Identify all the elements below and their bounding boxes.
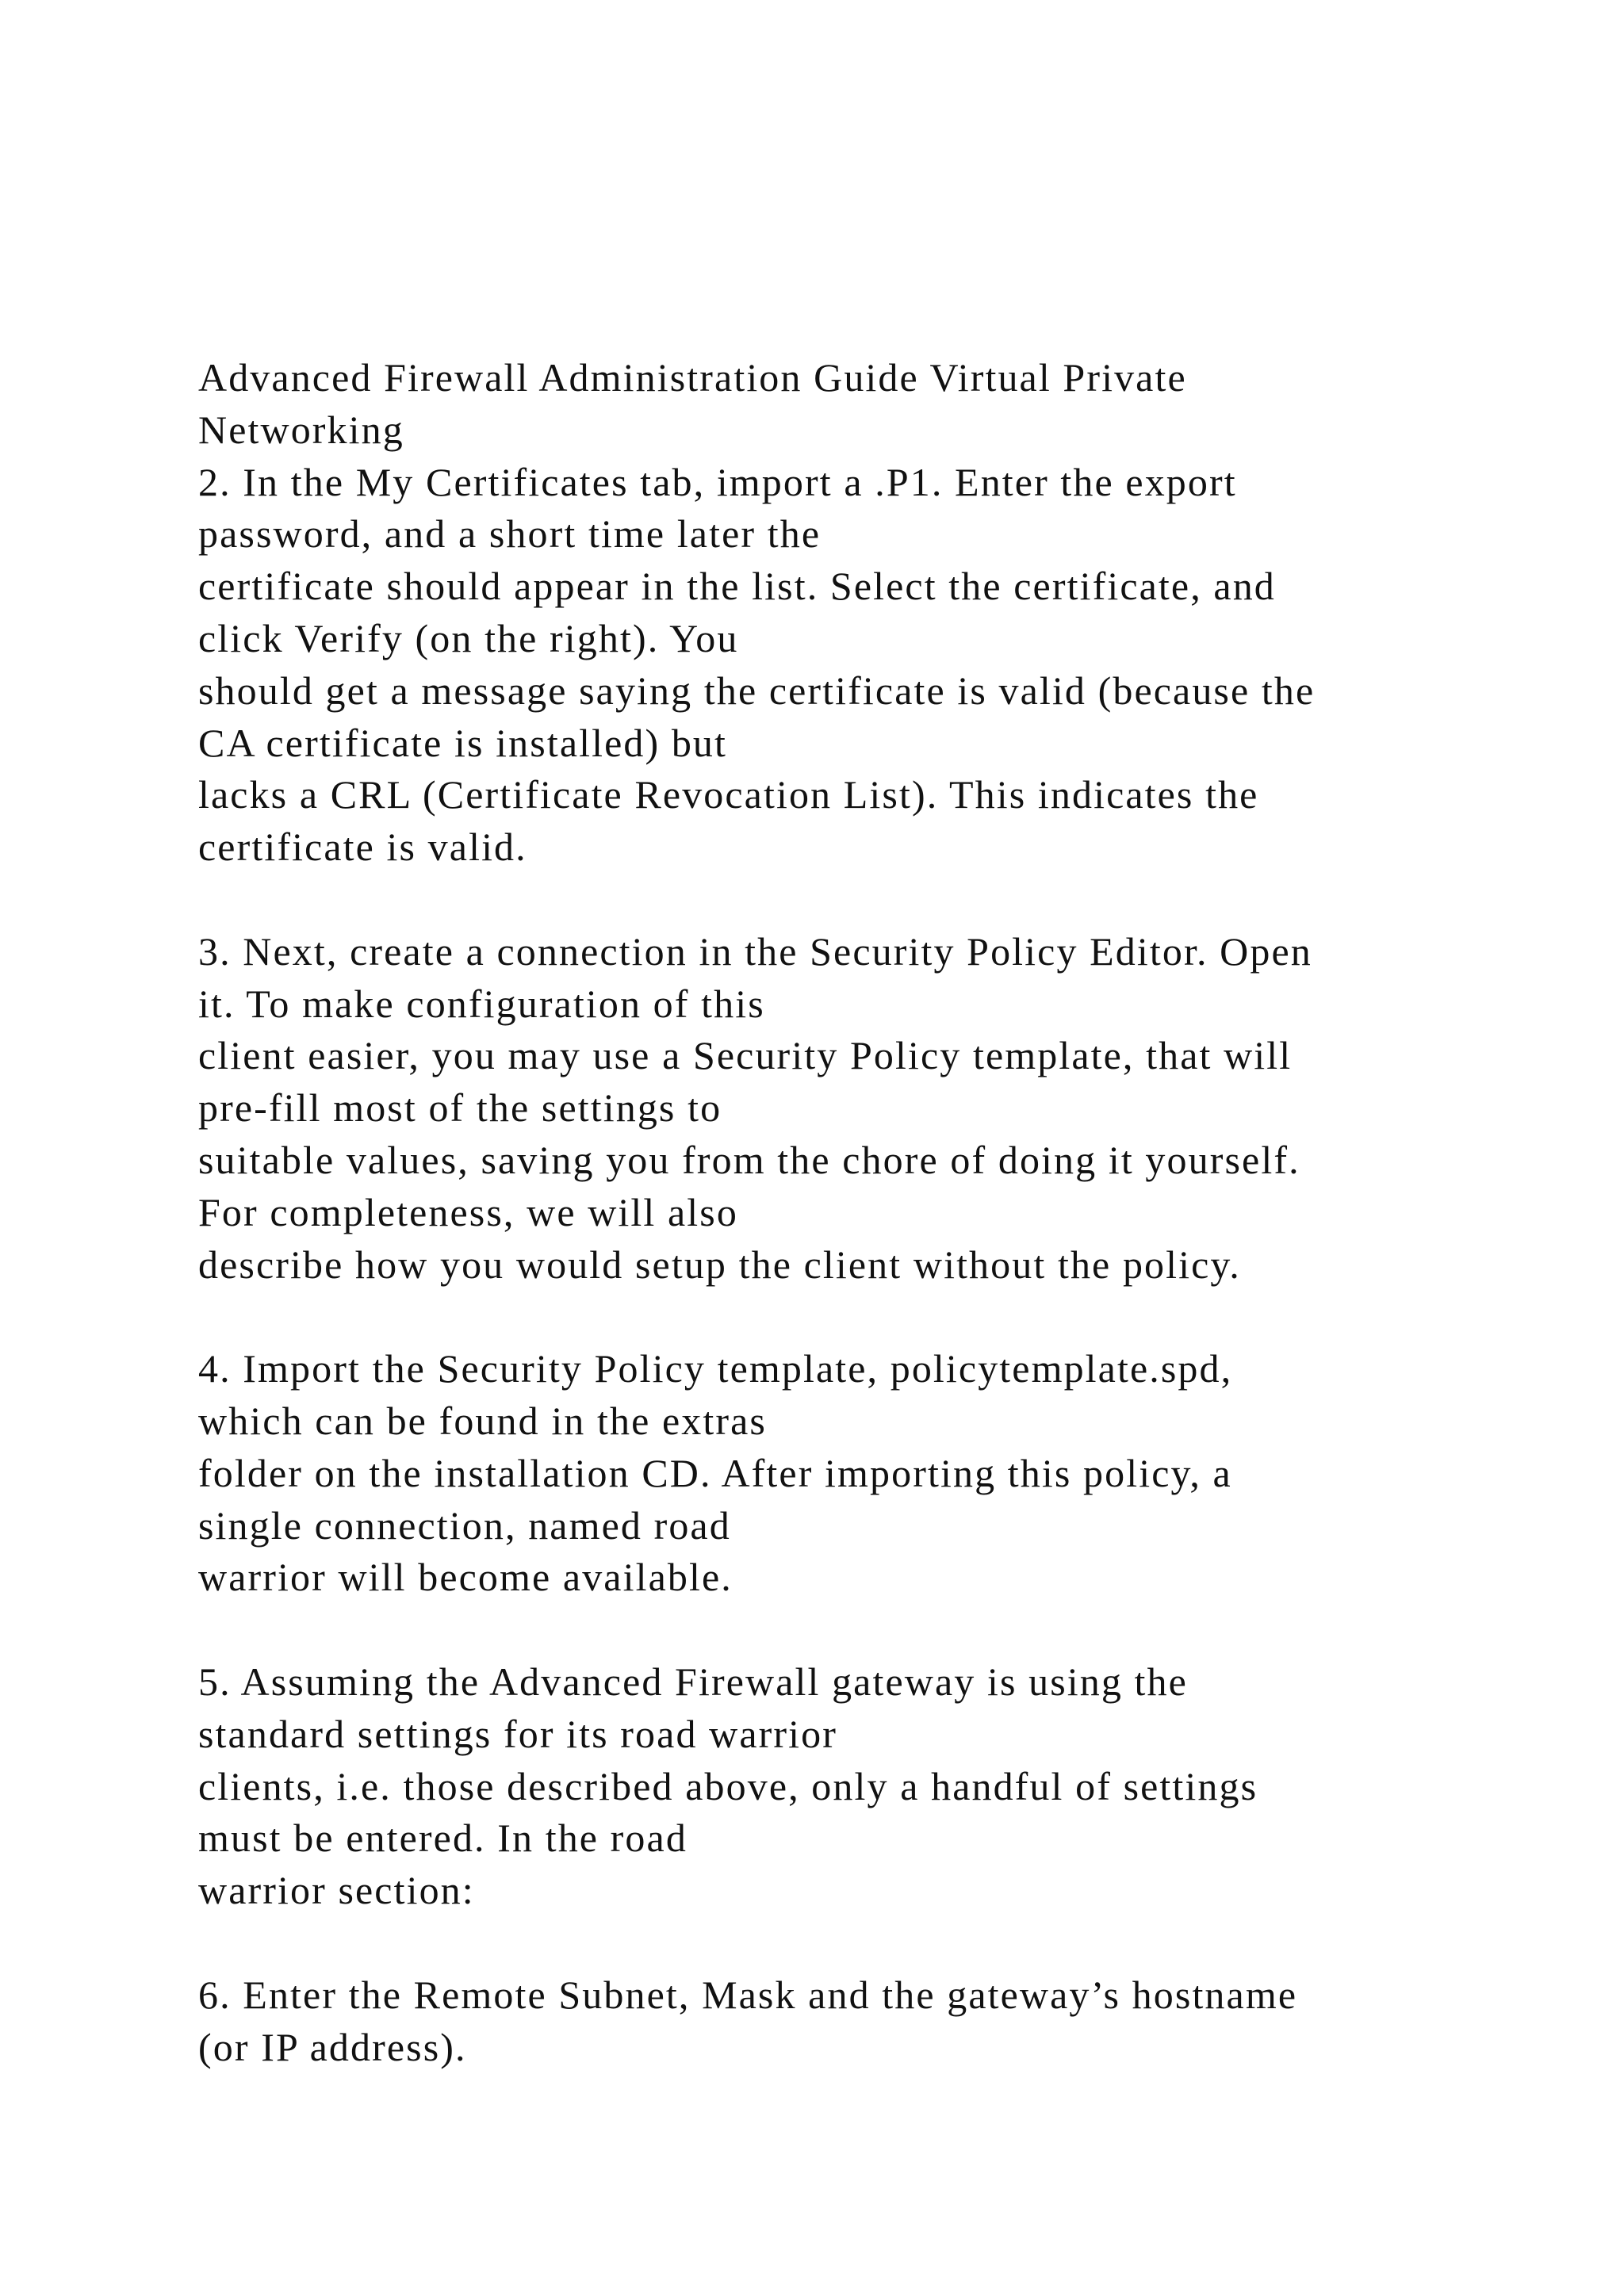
- paragraph-line: must be entered. In the road: [198, 1816, 688, 1861]
- paragraph-spacer: [198, 874, 1546, 926]
- step-4-paragraph: [198, 1343, 1546, 1604]
- paragraph-spacer: [198, 1917, 1546, 1969]
- paragraph-line: 5. Assuming the Advanced Firewall gateway is using the: [198, 1659, 1188, 1704]
- paragraph-line: standard settings for its road warrior: [198, 1711, 837, 1756]
- paragraph-line: suitable values, saving you from the chore of doing it yourself.: [198, 1137, 1300, 1182]
- paragraph-line: clients, i.e. those described above, only a handful of settings: [198, 1763, 1258, 1808]
- paragraph-spacer: [198, 1291, 1546, 1343]
- paragraph-line: For completeness, we will also: [198, 1189, 738, 1234]
- paragraph-line: single connection, named road: [198, 1502, 731, 1548]
- paragraph-spacer: [198, 1604, 1546, 1656]
- paragraph-line: lacks a CRL (Certificate Revocation List). This indicates the: [198, 772, 1259, 817]
- paragraph-line: 4. Import the Security Policy template, policytemplate.spd,: [198, 1346, 1233, 1391]
- paragraph-line: click Verify (on the right). You: [198, 615, 739, 660]
- paragraph-line: which can be found in the extras: [198, 1398, 767, 1443]
- paragraph-line: (or IP address).: [198, 2024, 467, 2069]
- document-title: [198, 352, 1546, 457]
- paragraph-line: 3. Next, create a connection in the Security Policy Editor. Open: [198, 928, 1312, 974]
- paragraph-line: it. To make configuration of this: [198, 981, 765, 1026]
- paragraph-line: CA certificate is installed) but: [198, 720, 728, 765]
- paragraph-line: client easier, you may use a Security Policy template, that will: [198, 1033, 1293, 1078]
- title-line: Advanced Firewall Administration Guide Virtual Private: [198, 355, 1187, 400]
- paragraph-line: warrior section:: [198, 1868, 475, 1913]
- paragraph-line: certificate is valid.: [198, 825, 527, 870]
- document-body: [198, 352, 1546, 2073]
- paragraph-line: 6. Enter the Remote Subnet, Mask and the gateway’s hostname: [198, 1972, 1298, 2017]
- paragraph-line: pre-fill most of the settings to: [198, 1085, 722, 1131]
- paragraph-line: describe how you would setup the client without the policy.: [198, 1242, 1241, 1287]
- step-3-paragraph: [198, 926, 1546, 1292]
- step-6-paragraph: [198, 1969, 1546, 2074]
- paragraph-line: 2. In the My Certificates tab, import a .P1. Enter the export: [198, 459, 1237, 504]
- paragraph-line: folder on the installation CD. After importing this policy, a: [198, 1450, 1232, 1495]
- paragraph-line: certificate should appear in the list. Select the certificate, and: [198, 564, 1276, 609]
- paragraph-line: should get a message saying the certificate is valid (because the: [198, 668, 1316, 713]
- step-2-paragraph: [198, 457, 1546, 874]
- paragraph-line: password, and a short time later the: [198, 511, 822, 557]
- paragraph-line: warrior will become available.: [198, 1555, 733, 1600]
- step-5-paragraph: [198, 1656, 1546, 1917]
- title-line: Networking: [198, 407, 404, 452]
